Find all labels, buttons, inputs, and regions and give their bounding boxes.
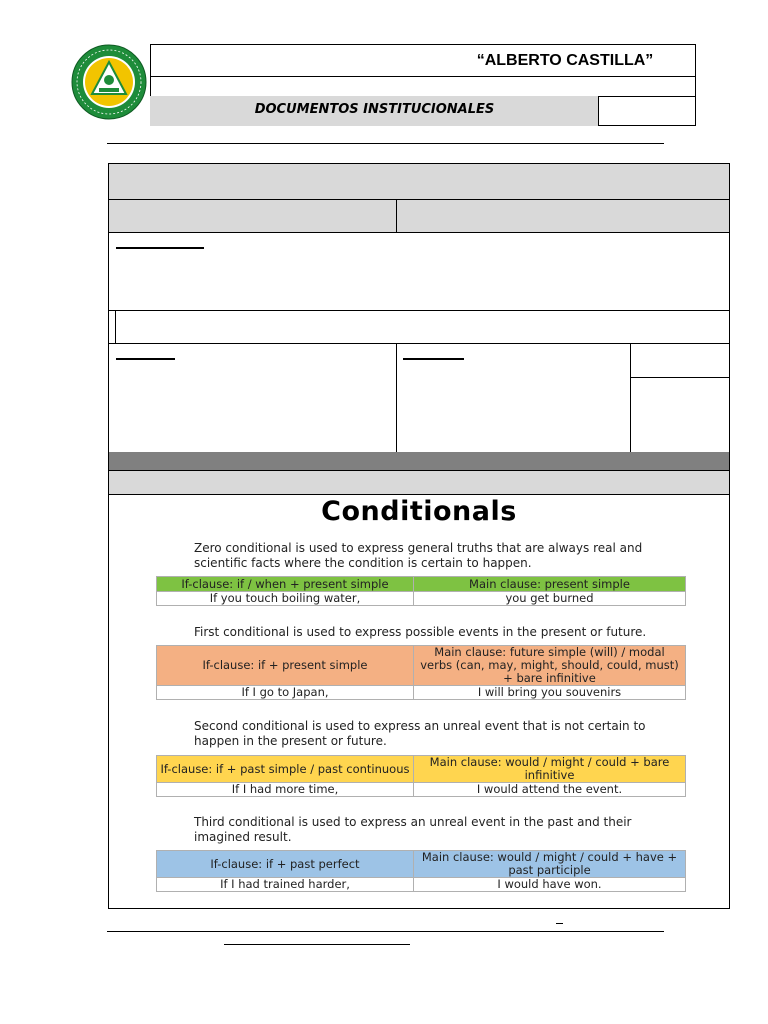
- form-rule: [630, 377, 729, 378]
- first-conditional-description: First conditional is used to express possible events in the present or future.: [194, 625, 647, 639]
- form-gray-band: [109, 471, 729, 494]
- form-rule: [109, 494, 729, 495]
- form-rule: [396, 344, 397, 452]
- zero-conditional-description: Zero conditional is used to express general truths that are always real and scientific facts where the condition is certain to happen.: [194, 541, 643, 570]
- footer-line: [107, 931, 664, 932]
- divider-line: [107, 143, 664, 144]
- form-rule: [115, 311, 116, 343]
- example-main: I would have won.: [414, 878, 686, 892]
- signature-line: [224, 944, 410, 945]
- example-if: If you touch boiling water,: [157, 592, 414, 606]
- conditionals-title: Conditionals: [321, 496, 517, 527]
- main-clause-header: Main clause: future simple (will) / modal verbs (can, may, might, should, could, must) + bare infinitive: [414, 646, 686, 686]
- first-conditional-table: [156, 645, 686, 700]
- if-clause-header: If-clause: if + past perfect: [157, 851, 414, 878]
- form-rule: [630, 344, 631, 452]
- third-conditional-table: [156, 850, 686, 892]
- if-clause-header: If-clause: if + past simple / past continuous: [157, 756, 414, 783]
- example-main: I will bring you souvenirs: [414, 686, 686, 700]
- form-rule: [396, 200, 397, 232]
- example-if: If I had more time,: [157, 783, 414, 797]
- field-underline: [403, 358, 464, 360]
- form-rule: [109, 310, 729, 311]
- form-title-row: [109, 164, 729, 199]
- field-underline: [116, 247, 204, 249]
- example-main: you get burned: [414, 592, 686, 606]
- form-rule: [109, 343, 729, 344]
- if-clause-header: If-clause: if / when + present simple: [157, 577, 414, 592]
- footer-dash: [556, 923, 563, 924]
- form-frame: [108, 163, 730, 909]
- example-main: I would attend the event.: [414, 783, 686, 797]
- header-row-2: [150, 76, 696, 97]
- main-clause-header: Main clause: would / might / could + have + past participle: [414, 851, 686, 878]
- second-conditional-table: [156, 755, 686, 797]
- main-clause-header: Main clause: would / might / could + bare infinitive: [414, 756, 686, 783]
- if-clause-header: If-clause: if + present simple: [157, 646, 414, 686]
- main-clause-header: Main clause: present simple: [414, 577, 686, 592]
- form-info-row: [109, 200, 729, 232]
- example-if: If I go to Japan,: [157, 686, 414, 700]
- form-rule: [109, 232, 729, 233]
- school-logo: [71, 44, 147, 120]
- zero-conditional-table: [156, 576, 686, 606]
- section-title: DOCUMENTOS INSTITUCIONALES: [254, 102, 495, 117]
- example-if: If I had trained harder,: [157, 878, 414, 892]
- school-name: “ALBERTO CASTILLA”: [476, 52, 654, 69]
- second-conditional-description: Second conditional is used to express an unreal event that is not certain to happen in the present or future.: [194, 719, 646, 748]
- form-dark-band: [109, 452, 729, 470]
- third-conditional-description: Third conditional is used to express an unreal event in the past and their imagined result.: [194, 815, 632, 844]
- field-underline: [116, 358, 175, 360]
